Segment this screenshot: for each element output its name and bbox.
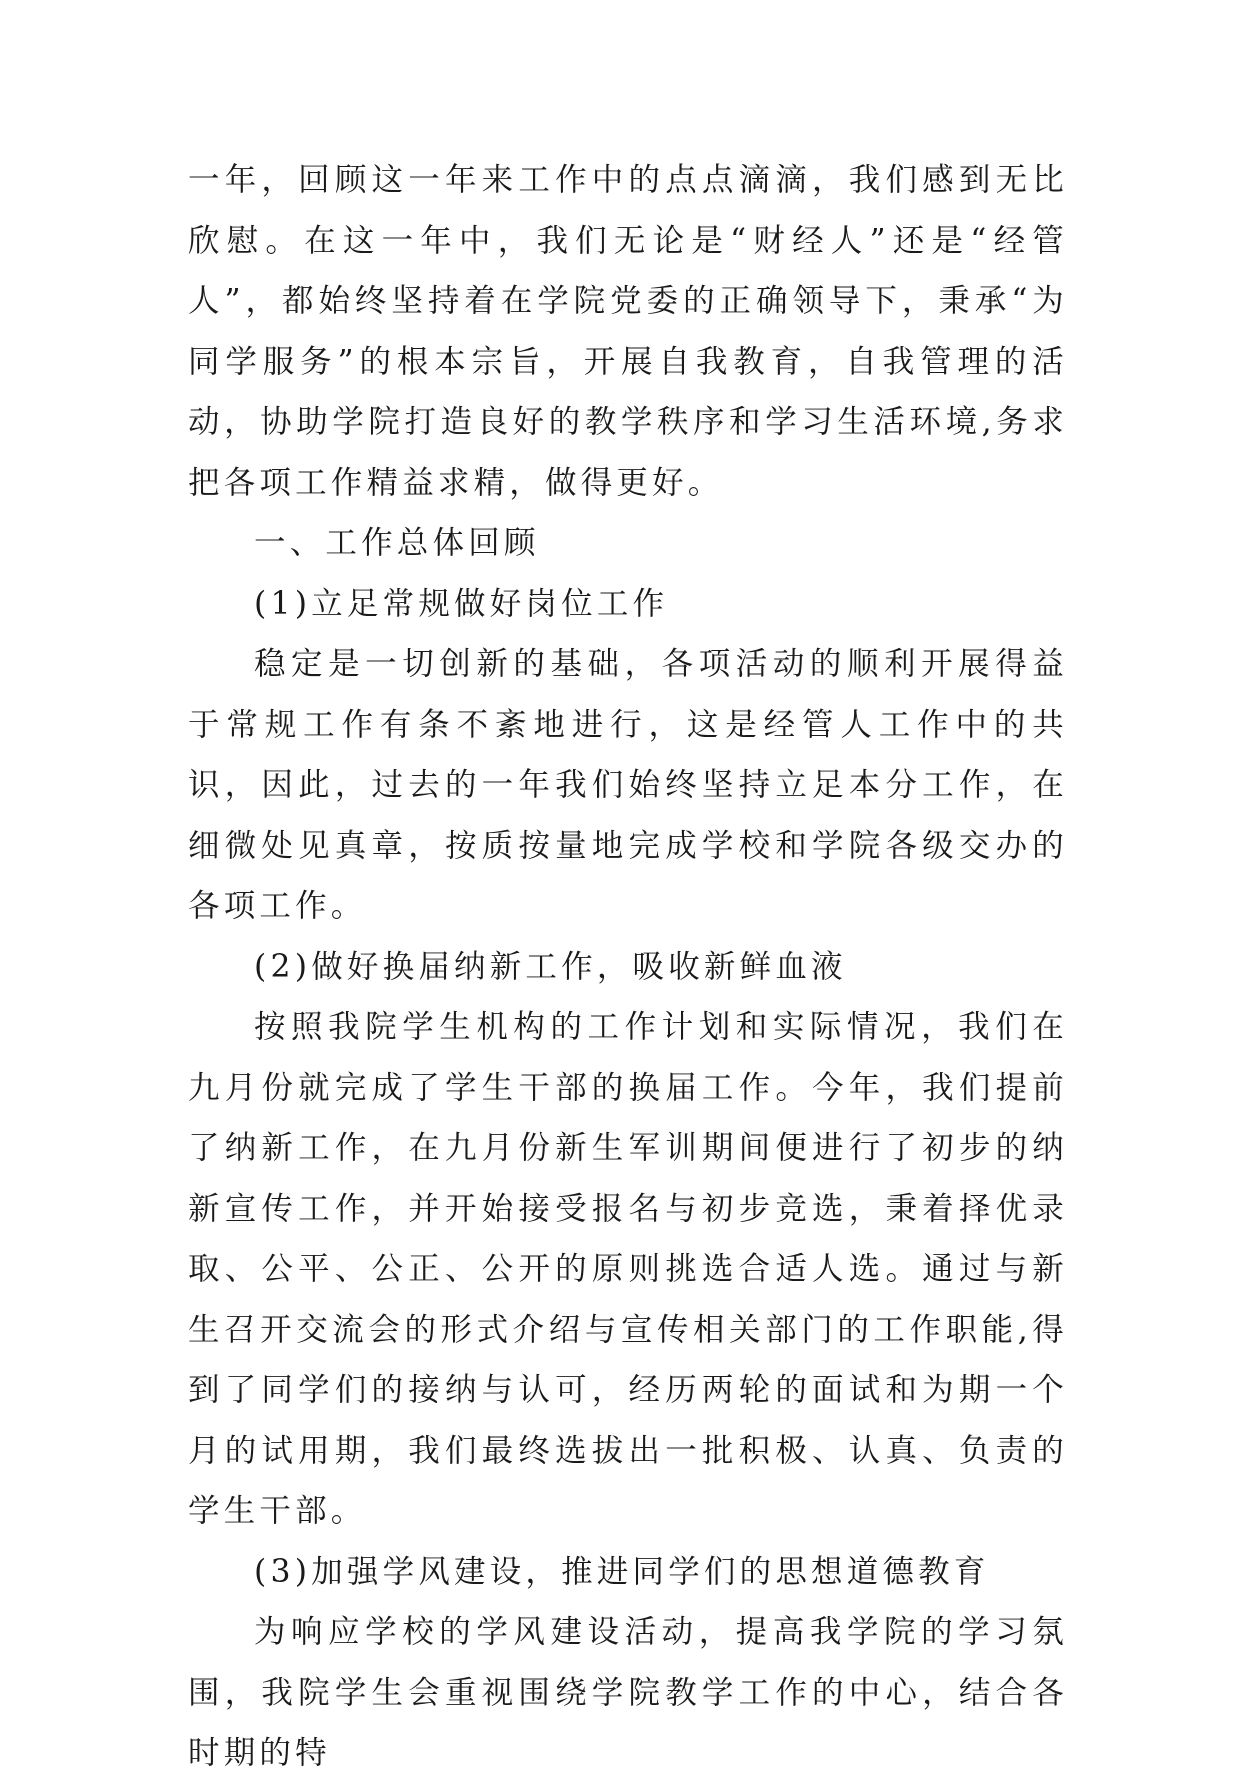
- document-body: [188, 150, 1068, 1784]
- paragraph-opening-summary: 一年，回顾这一年来工作中的点点滴滴，我们感到无比欣慰。在这一年中，我们无论是“财经人”还是“经管人”，都始终坚持着在学院党委的正确领导下，秉承“为同学服务”的根本宗旨，开展自我教育，自我管理的活动，协助学院打造良好的教学秩序和学习生活环境,务求把各项工作精益求精，做得更好。: [188, 162, 1068, 501]
- subheading-recruitment: (2)做好换届纳新工作，吸收新鲜血液: [254, 948, 847, 985]
- subheading-routine-work: (1)立足常规做好岗位工作: [254, 585, 669, 622]
- subheading-study-atmosphere: (3)加强学风建设，推进同学们的思想道德教育: [254, 1553, 990, 1590]
- section-heading-overall-review: 一、工作总体回顾: [254, 525, 540, 561]
- paragraph-study-atmosphere: 为响应学校的学风建设活动，提高我学院的学习氛围，我院学生会重视围绕学院教学工作的中心，结合各时期的特: [188, 1614, 1068, 1771]
- paragraph-routine-work: 稳定是一切创新的基础，各项活动的顺利开展得益于常规工作有条不紊地进行，这是经管人工作中的共识，因此，过去的一年我们始终坚持立足本分工作，在细微处见真章，按质按量地完成学校和学院各级交办的各项工作。: [188, 646, 1068, 924]
- paragraph-recruitment: 按照我院学生机构的工作计划和实际情况，我们在九月份就完成了学生干部的换届工作。今年，我们提前了纳新工作，在九月份新生军训期间便进行了初步的纳新宣传工作，并开始接受报名与初步竞选，秉着择优录取、公平、公正、公开的原则挑选合适人选。通过与新生召开交流会的形式介绍与宣传相关部门的工作职能,得到了同学们的接纳与认可，经历两轮的面试和为期一个月的试用期，我们最终选拔出一批积极、认真、负责的学生干部。: [188, 1009, 1068, 1529]
